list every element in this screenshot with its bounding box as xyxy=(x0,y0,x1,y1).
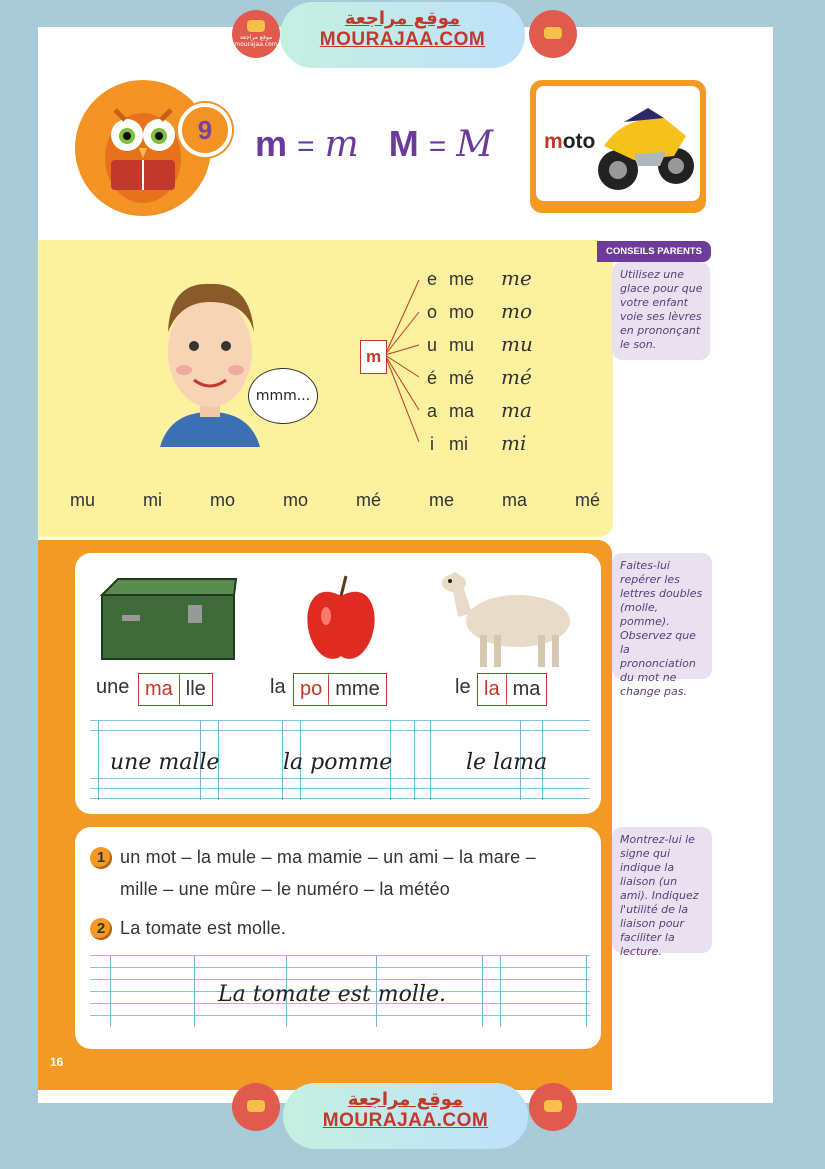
site-logo-left: موقع مراجعة mourajaa.com xyxy=(232,10,280,58)
site-name-latin: MOURAJAA.COM xyxy=(319,29,486,50)
site-banner-bottom[interactable] xyxy=(283,1083,528,1149)
lesson-number: 9 xyxy=(178,103,232,157)
exercise-sentence: La tomate est molle. xyxy=(120,918,287,938)
word-puzzle: la ma xyxy=(477,673,547,706)
site-logo-right-bottom xyxy=(529,1083,577,1131)
syllable-row: e me me xyxy=(426,266,532,290)
cursive-word: le lama xyxy=(466,750,548,775)
apple-icon xyxy=(302,572,380,664)
word-puzzle: ma lle xyxy=(138,673,213,706)
motorcycle-icon xyxy=(594,96,698,196)
site-logo-left-bottom xyxy=(232,1083,280,1131)
branch-lines xyxy=(383,270,423,450)
syllable-row: i mi mi xyxy=(430,431,527,455)
cursive-sentence: La tomate est molle. xyxy=(218,982,446,1007)
page-number: 16 xyxy=(50,1055,64,1069)
exercise-text-line1: un mot – la mule – ma mamie – un ami – la mare – xyxy=(120,847,536,867)
site-name-arabic: موقع مراجعة xyxy=(347,1089,464,1110)
cursive-word: une malle xyxy=(110,750,220,775)
parent-note-1: Utilisez une glace pour que votre enfant voie ses lèvres en prononçant le son. xyxy=(612,262,710,360)
site-banner-top[interactable] xyxy=(280,2,525,68)
moto-card xyxy=(530,80,706,213)
conseils-parents-header: CONSEILS PARENTS xyxy=(597,241,711,262)
site-name-latin: MOURAJAA.COM xyxy=(322,1110,489,1131)
cursive-word: la pomme xyxy=(283,750,393,775)
syllable-row: u mu mu xyxy=(426,332,533,356)
exercise-number-1: 1 xyxy=(90,847,112,869)
exercise-text-line2: mille – une mûre – le numéro – la météo xyxy=(120,879,450,899)
word-article: une xyxy=(96,676,130,698)
parent-note-3: Montrez-lui le signe qui indique la liaison (un ami). Indiquez l'utilité de la liaison pour faciliter la lecture. xyxy=(612,827,712,953)
syllable-row: é mé mé xyxy=(426,365,532,389)
syllable-row: a ma ma xyxy=(426,398,532,422)
speech-bubble: mmm... xyxy=(248,368,318,424)
parent-note-2: Faites-lui repérer les lettres doubles (molle, pomme). Observez que la prononciation du mot ne change pas. xyxy=(612,553,712,679)
word-article: la xyxy=(270,676,286,698)
llama-icon xyxy=(438,563,578,671)
site-logo-right xyxy=(529,10,577,58)
trunk-icon xyxy=(98,575,238,663)
exercise-number-2: 2 xyxy=(90,918,112,940)
site-name-arabic: موقع مراجعة xyxy=(344,8,461,29)
lesson-title: m = m M = M xyxy=(255,123,494,165)
moto-word: moto xyxy=(544,130,596,153)
syllable-row: o mo mo xyxy=(426,299,533,323)
boy-illustration xyxy=(150,262,270,452)
word-article: le xyxy=(455,676,471,698)
word-puzzle: po mme xyxy=(293,673,387,706)
syllable-reading-row: mu mi mo mo mé me ma mé xyxy=(70,490,600,510)
consonant-box: m xyxy=(360,340,387,374)
